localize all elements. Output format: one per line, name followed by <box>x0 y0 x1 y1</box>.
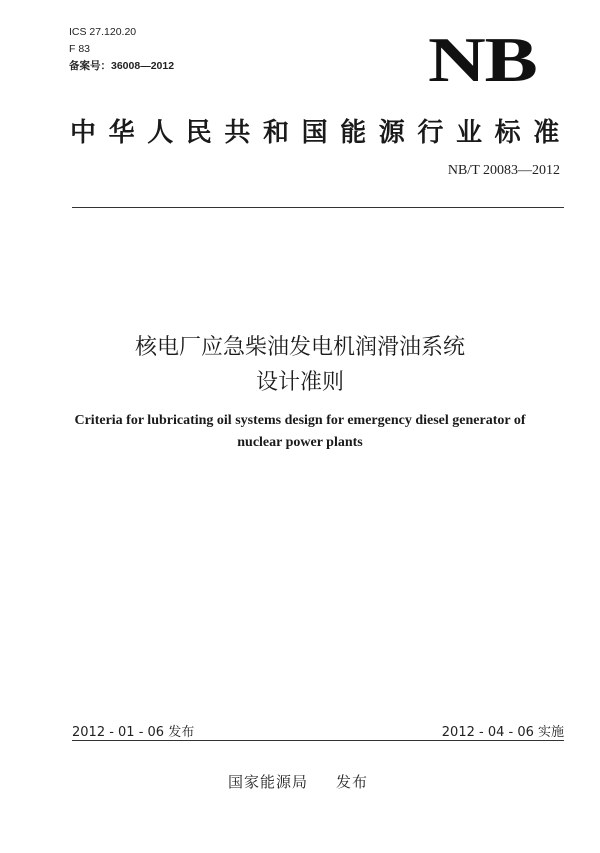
issuer-line <box>228 771 368 792</box>
publish-date: 2012 - 01 - 06 发布 <box>72 725 195 740</box>
ccs-code: F 83 <box>69 43 91 55</box>
english-title-line-1: Criteria for lubricating oil systems design for emergency diesel generator of <box>74 413 526 428</box>
nb-logo: NB <box>428 24 537 95</box>
english-title-line-2: nuclear power plants <box>237 435 363 450</box>
implement-date: 2012 - 04 - 06 实施 <box>441 725 564 740</box>
ics-code: ICS 27.120.20 <box>69 26 137 38</box>
standard-category-title: 中华人民共和国能源行业标准 <box>70 118 572 148</box>
record-number: 备案号：36008—2012 <box>69 60 175 72</box>
chinese-title-line-2: 设计准则 <box>255 370 344 395</box>
english-title <box>0 410 600 454</box>
standard-code: NB/T 20083—2012 <box>447 163 560 178</box>
document-metadata <box>69 24 174 75</box>
chinese-title-line-1: 核电厂应急柴油发电机润滑油系统 <box>134 335 465 360</box>
issuer-action: 发布 <box>336 773 369 791</box>
header-divider <box>72 207 564 208</box>
footer-divider <box>72 740 564 741</box>
issuer-name: 国家能源局 <box>228 773 309 791</box>
chinese-title <box>0 330 600 400</box>
